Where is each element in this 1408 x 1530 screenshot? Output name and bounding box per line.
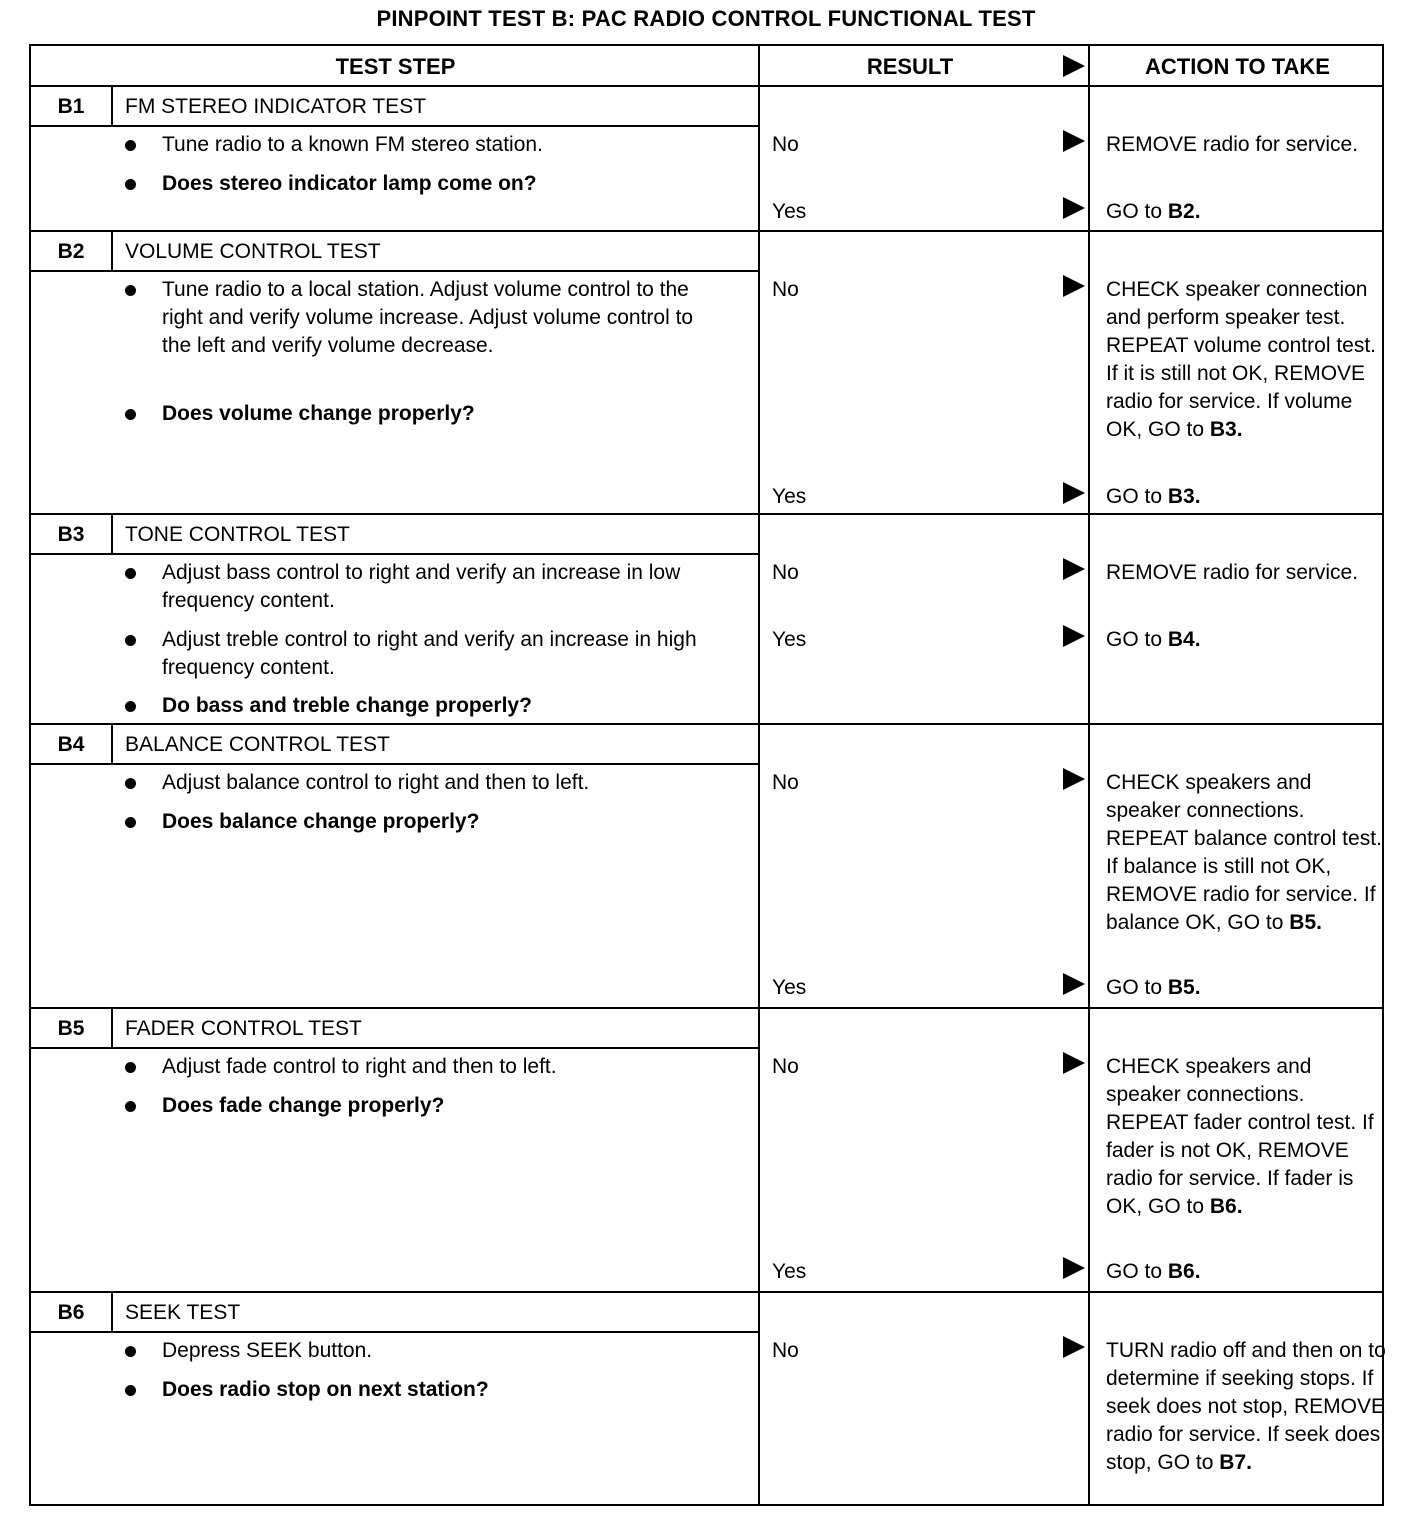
action-no: CHECK speakers and speaker connections. REPEAT fader control test. If fader is not OK, REMOVE radio for service. If fader is OK, GO to B6. xyxy=(1106,1055,1374,1218)
step-instruction: Adjust balance control to right and then to left. xyxy=(125,769,725,797)
step-instruction: Tune radio to a known FM stereo station. xyxy=(125,131,725,159)
goto-step: B3. xyxy=(1209,418,1243,441)
bullet-icon xyxy=(125,285,136,296)
arrow-icon xyxy=(1063,768,1085,790)
arrow-icon xyxy=(1063,1257,1085,1279)
result-yes: Yes xyxy=(772,485,807,508)
pinpoint-test-table xyxy=(29,44,1384,1506)
result-yes: Yes xyxy=(772,976,807,999)
step-question: Does volume change properly? xyxy=(125,400,725,428)
goto-step: B5. xyxy=(1167,976,1201,999)
step-title: FADER CONTROL TEST xyxy=(125,1017,362,1040)
bullet-icon xyxy=(125,1101,136,1112)
goto-step: B4. xyxy=(1167,628,1201,651)
step-question: Does stereo indicator lamp come on? xyxy=(125,170,725,198)
bullet-icon xyxy=(125,140,136,151)
result-yes: Yes xyxy=(772,200,807,223)
step-question: Do bass and treble change properly? xyxy=(125,692,725,720)
step-b1 xyxy=(31,87,1382,231)
result-no: No xyxy=(772,1055,799,1078)
bullet-icon xyxy=(125,179,136,190)
bullet-icon xyxy=(125,778,136,789)
step-instruction: Adjust treble control to right and verify an increase in high frequency content. xyxy=(125,626,725,682)
step-header xyxy=(31,1293,760,1333)
action-no: REMOVE radio for service. xyxy=(1106,133,1359,156)
result-yes: Yes xyxy=(772,628,807,651)
step-question: Does radio stop on next station? xyxy=(125,1376,725,1404)
action-yes: GO to B4. xyxy=(1106,628,1201,651)
step-b2 xyxy=(31,232,1382,514)
step-id: B5 xyxy=(31,1009,113,1047)
arrow-icon xyxy=(1063,1052,1085,1074)
step-header xyxy=(31,515,760,555)
result-no: No xyxy=(772,561,799,584)
table-header xyxy=(31,46,1382,87)
bullet-icon xyxy=(125,635,136,646)
header-arrow-icon xyxy=(1063,55,1085,77)
result-no: No xyxy=(772,133,799,156)
step-instruction: Adjust fade control to right and then to left. xyxy=(125,1053,725,1081)
step-b6 xyxy=(31,1293,1386,1506)
goto-step: B6. xyxy=(1209,1195,1243,1218)
goto-step: B2. xyxy=(1167,200,1201,223)
action-yes: GO to B5. xyxy=(1106,976,1201,999)
bullet-icon xyxy=(125,568,136,579)
action-yes: GO to B2. xyxy=(1106,200,1201,223)
result-no: No xyxy=(772,1339,799,1362)
step-title: SEEK TEST xyxy=(125,1301,241,1324)
step-instruction: Adjust bass control to right and verify an increase in low frequency content. xyxy=(125,559,725,615)
step-id: B1 xyxy=(31,87,113,125)
page-title: PINPOINT TEST B: PAC RADIO CONTROL FUNCTIONAL TEST xyxy=(376,6,1036,31)
step-id: B3 xyxy=(31,515,113,553)
step-header xyxy=(31,87,760,127)
step-header xyxy=(31,1009,760,1049)
result-no: No xyxy=(772,771,799,794)
result-yes: Yes xyxy=(772,1260,807,1283)
result-no: No xyxy=(772,278,799,301)
step-id: B4 xyxy=(31,725,113,763)
step-title: BALANCE CONTROL TEST xyxy=(125,733,390,756)
step-id: B2 xyxy=(31,232,113,270)
header-result: RESULT xyxy=(866,54,954,79)
action-yes: GO to B3. xyxy=(1106,485,1201,508)
step-b5 xyxy=(31,1009,1382,1292)
bullet-icon xyxy=(125,1062,136,1073)
action-no: CHECK speaker connection and perform speaker test. REPEAT volume control test. If it is still not OK, REMOVE radio for service. If volume OK, GO to B3. xyxy=(1106,278,1376,441)
arrow-icon xyxy=(1063,197,1085,219)
action-no: TURN radio off and then on to determine if seeking stops. If seek does not stop, REMOVE radio for service. If seek does stop, GO to B7. xyxy=(1106,1339,1386,1474)
step-title: FM STEREO INDICATOR TEST xyxy=(125,95,427,118)
arrow-icon xyxy=(1063,1336,1085,1358)
step-b4 xyxy=(31,725,1382,1008)
action-no: REMOVE radio for service. xyxy=(1106,561,1359,584)
action-no: CHECK speakers and speaker connections. REPEAT balance control test. If balance is still not OK, REMOVE radio for service. If balance OK, GO to B5. xyxy=(1106,771,1382,934)
action-yes: GO to B6. xyxy=(1106,1260,1201,1283)
step-title: VOLUME CONTROL TEST xyxy=(125,240,381,263)
bullet-icon xyxy=(125,701,136,712)
arrow-icon xyxy=(1063,625,1085,647)
bullet-icon xyxy=(125,1346,136,1357)
arrow-icon xyxy=(1063,130,1085,152)
goto-step: B7. xyxy=(1219,1451,1252,1474)
step-header xyxy=(31,725,760,765)
step-question: Does fade change properly? xyxy=(125,1092,725,1120)
header-test-step: TEST STEP xyxy=(335,54,456,79)
arrow-icon xyxy=(1063,558,1085,580)
step-header xyxy=(31,232,760,272)
arrow-icon xyxy=(1063,275,1085,297)
goto-step: B6. xyxy=(1167,1260,1201,1283)
bullet-icon xyxy=(125,1385,136,1396)
arrow-icon xyxy=(1063,973,1085,995)
bullet-icon xyxy=(125,409,136,420)
step-id: B6 xyxy=(31,1293,113,1331)
header-action: ACTION TO TAKE xyxy=(1145,54,1330,79)
bullet-icon xyxy=(125,817,136,828)
step-instruction: Depress SEEK button. xyxy=(125,1337,725,1365)
goto-step: B5. xyxy=(1289,911,1322,934)
step-b3 xyxy=(31,515,1382,724)
step-title: TONE CONTROL TEST xyxy=(125,523,350,546)
step-question: Does balance change properly? xyxy=(125,808,725,836)
step-instruction: Tune radio to a local station. Adjust volume control to the right and verify volume increase. Adjust volume control to the left and verify volume decrease. xyxy=(125,276,725,360)
goto-step: B3. xyxy=(1167,485,1201,508)
arrow-icon xyxy=(1063,482,1085,504)
